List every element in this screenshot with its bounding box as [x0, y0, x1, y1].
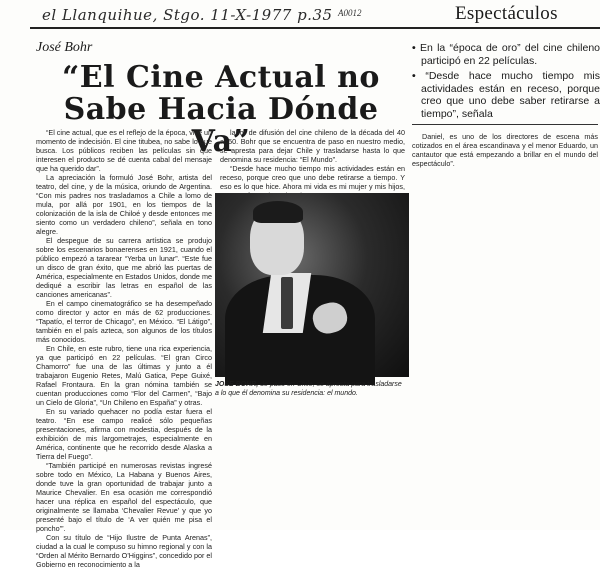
paragraph: “Desde hace mucho tiempo mis actividades están en receso, porque creo que uno debe retirarse a tiempo. Y eso es lo que hice. Ahora mi vida es mi mujer y mis hijos,	[220, 164, 405, 191]
paragraph: En su variado quehacer no podía estar fuera el teatro. “En ese campo realicé sólo pequeñas presentaciones, afirma con modestia, después de la exhibición de mis largometrajes, especialmente en América, continente que he recorrido desde Alaska a Tierra del Fuego”.	[36, 407, 212, 461]
paragraph: Con su título de “Hijo Ilustre de Punta Arenas”, ciudad a la cual le compuso su himno regional y con la “Orden al Mérito Bernardo O’Higgins”, concedido por el Gobierno en reconocimiento a la	[36, 533, 212, 569]
article-column-1	[36, 128, 212, 569]
paragraph: La apreciación la formuló José Bohr, artista del teatro, del cine, y de la música, oriundo de Argentina. “Con mis padres nos trasladamos a Chile a lomo de mula, por allá por 1901, en los tiempos de la colonización de la isla de Chiloé y desde entonces me siento como un verdadero chileno”, señala en tono alegre.	[36, 173, 212, 236]
section-title: Espectáculos	[455, 3, 558, 24]
byline-author: José Bohr	[36, 40, 93, 55]
paragraph: “También participé en numerosas revistas ingresé sobre todo en México, La Habana y Buenos Aires, donde tuve la gran oportunidad de trabajar junto a Maurice Chevalier. En esa ocasión me correspondió hacer una réplica en español del espectáculo, que originalmente se llamaba ‘Chevalier Revue’ y que yo presenté bajo el título de ‘A ver quién me pisa el poncho’”.	[36, 461, 212, 533]
portrait-photo	[215, 193, 409, 377]
photo-hair	[253, 201, 303, 223]
paragraph: labor de difusión del cine chileno de la década del 40 al 50. Bohr que se encuentra de paso en nuestro medio, se apresta para dejar Chile y trasladarse hasta lo que denomina su residencia: “El Mundo”.	[220, 128, 405, 164]
article-column-3	[412, 132, 598, 192]
handwritten-source-note: el Llanquihue, Stgo. 11-X-1977 p.35	[42, 6, 333, 24]
highlight-bullet: • En la “época de oro” del cine chileno participó en 22 películas.	[412, 42, 600, 67]
paragraph: En Chile, en este rubro, tiene una rica experiencia, ya que participó en 22 películas. “El gran Circo Chamorro” fue una de las últimas y junto a él trabajaron Eugenio Retes, Malú Gatica, Pepe Guixé, Rafael Frontaura. En la gran nómina también se cuentan producciones como “Flor del Carmen”, “Bajo un Cielo de Gloria”, “Un Chileno en España” y otras.	[36, 344, 212, 407]
headline: “El Cine Actual no Sabe Hacia Dónde Va”	[62, 60, 380, 159]
highlight-bullets	[412, 42, 600, 131]
archive-number-note: A0012	[338, 8, 362, 18]
caption-name: JOSE BOHR,	[215, 381, 259, 388]
paragraph: El despegue de su carrera artística se produjo sobre los escenarios bonaerenses en 1921, cuando el público empezó a tararear “Yerba un lunar”. “Este fue un disco de gran éxito, que me abrió las puertas de América, especialmente en Estados Unidos, donde me dediqué a escribir las letras en español de las canciones americanas”.	[36, 236, 212, 299]
paragraph: “El cine actual, que es el reflejo de la época, vive un momento de indecisión. El cine titubea, no sabe lo que busca. Los públicos reciben las películas sin que interesen el producto se dé cuenta cabal del mensaje que ha querido dar”.	[36, 128, 212, 173]
paragraph: En el campo cinematográfico se ha desempeñado como director y actor en más de 62 producciones. “Tapatío, el terror de Chicago”, en México. “El Látigo”, también en el país azteca, son algunos de los títulos más conocidos.	[36, 299, 212, 344]
bullets-divider	[412, 124, 598, 125]
highlight-bullet: • “Desde hace mucho tiempo mis actividades están en receso, porque creo que uno debe saber retirarse a tiempo”, señala	[412, 70, 600, 120]
photo-caption	[215, 381, 407, 398]
article-column-2	[220, 128, 405, 191]
photo-tie	[281, 277, 293, 329]
caption-text: de paso en Chile, se apresta para trasladarse a lo que él denomina su residencia: el mundo.	[215, 381, 402, 397]
header-rule	[30, 27, 600, 29]
paragraph: Daniel, es uno de los directores de escena más cotizados en el área escandinava y el menor Eduardo, un cantautor que está empezando a brillar en el mundo del espectáculo”.	[412, 132, 598, 168]
